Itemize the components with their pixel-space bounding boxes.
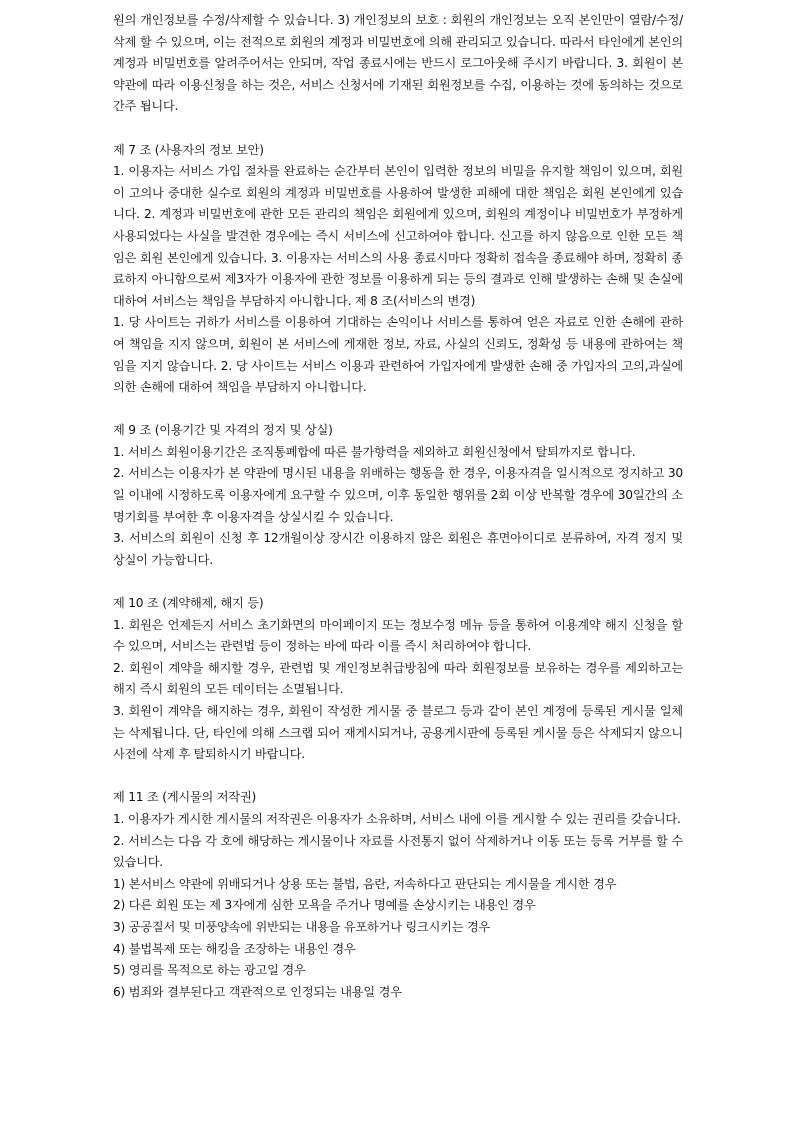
section-gap	[113, 118, 683, 140]
section-gap	[113, 571, 683, 593]
article-9-item: 3. 서비스의 회원이 신청 후 12개월이상 장시간 이용하지 않은 회원은 휴면아이디로 분류하여, 자격 정지 및 상실이 가능합니다.	[113, 531, 683, 567]
article-10-item: 3. 회원이 계약을 해지하는 경우, 회원이 작성한 게시물 중 블로그 등과 같이 본인 계정에 등록된 게시물 일체는 삭제됩니다. 단, 타인에 의해 스크랩 되어 재게시되거나, 공용게시판에 등록된 게시물 등은 삭제되지 않으니 사전에 삭제 후 탈퇴하시기 바랍니다.	[113, 704, 683, 762]
article-9-title: 제 9 조 (이용기간 및 자격의 정지 및 상실)	[113, 423, 333, 438]
article-11-item: 1. 이용자가 게시한 게시물의 저작권은 이용자가 소유하며, 서비스 내에 이를 게시할 수 있는 권리를 갖습니다.	[113, 811, 681, 826]
article-11-item: 2) 다른 회원 또는 제 3자에게 심한 모욕을 주거나 명예를 손상시키는 내용인 경우	[113, 898, 536, 913]
article-10-item: 1. 회원은 언제든지 서비스 초기화면의 마이페이지 또는 정보수정 메뉴 등을 통하여 이용계약 해지 신청을 할 수 있으며, 서비스는 관련법 등이 정하는 바에 따라 이를 즉시 처리하여야 합니다.	[113, 617, 683, 654]
article-10-item: 2. 회원이 계약을 해지할 경우, 관련법 및 개인정보취급방침에 따라 회원정보를 보유하는 경우를 제외하고는 해지 즉시 회원의 모든 데이터는 소멸됩니다.	[113, 660, 683, 697]
article-11-item: 1) 본서비스 약관에 위배되거나 상용 또는 불법, 음란, 저속하다고 판단되는 게시물을 게시한 경우	[113, 876, 617, 891]
section-gap	[113, 399, 683, 421]
article-9-item: 2. 서비스는 이용자가 본 약관에 명시된 내용을 위배하는 행동을 한 경우, 이용자격을 일시적으로 정지하고 30일 이내에 시정하도록 이용자에게 요구할 수 있으며, 이후 동일한 행위를 2회 이상 반복할 경우에 30일간의 소명기회를 부여한 후 이용자격을 상실시킬 수 있습니다.	[113, 466, 683, 524]
section-gap	[113, 766, 683, 788]
article-11-item: 3) 공공질서 및 미풍양속에 위반되는 내용을 유포하거나 링크시키는 경우	[113, 919, 491, 934]
article-11-item: 6) 범죄와 결부된다고 객관적으로 인정되는 내용일 경우	[113, 984, 402, 999]
article-11-title: 제 11 조 (게시물의 저작권)	[113, 790, 257, 805]
intro-paragraph: 원의 개인정보를 수정/삭제할 수 있습니다. 3) 개인정보의 보호 : 회원의 개인정보는 오직 본인만이 열람/수정/삭제 할 수 있으며, 이는 전적으로 회원의 계정과 비밀번호에 의해 관리되고 있습니다. 따라서 타인에게 본인의 계정과 비밀번호를 알려주어서는 안되며, 작업 종료시에는 반드시 로그아웃해 주시기 바랍니다. 3. 회원이 본 약관에 따라 이용신청을 하는 것은, 서비스 신청서에 기재된 회원정보를 수집, 이용하는 것에 동의하는 것으로 간주 됩니다.	[113, 13, 683, 114]
article-11-item: 5) 영리를 목적으로 하는 광고일 경우	[113, 963, 306, 978]
article-10-title: 제 10 조 (계약해제, 해지 등)	[113, 596, 264, 611]
article-9-item: 1. 서비스 회원이용기간은 조직통폐합에 따른 불가항력을 제외하고 회원신청에서 탈퇴까지로 합니다.	[113, 444, 636, 459]
article-8-body: 1. 당 사이트는 귀하가 서비스를 이용하여 기대하는 손익이나 서비스를 통하여 얻은 자료로 인한 손해에 관하여 책임을 지지 않으며, 회원이 본 서비스에 게재한 정보, 자료, 사실의 신뢰도, 정확성 등 내용에 관하여는 책임을 지지 않습니다. 2. 당 사이트는 서비스 이용과 관련하여 가입자에게 발생한 손해 중 가입자의 고의,과실에 의한 손해에 대하여 책임을 부담하지 아니합니다.	[113, 315, 683, 395]
article-7-body: 1. 이용자는 서비스 가입 절차를 완료하는 순간부터 본인이 입력한 정보의 비밀을 유지할 책임이 있으며, 회원이 고의나 중대한 실수로 회원의 계정과 비밀번호를 사용하여 발생한 피해에 대한 책임은 회원 본인에게 있습니다. 2. 계정과 비밀번호에 관한 모든 관리의 책임은 회원에게 있으며, 회원의 계정이나 비밀번호가 부정하게 사용되었다는 사실을 발견한 경우에는 즉시 서비스에 신고하여야 합니다. 신고를 하지 않음으로 인한 모든 책임은 회원 본인에게 있습니다. 3. 이용자는 서비스의 사용 종료시마다 정확히 접속을 종료해야 하며, 정확히 종료하지 아니함으로써 제3자가 이용자에 관한 정보를 이용하게 되는 등의 결과로 인해 발생하는 손해 및 손실에 대하여 서비스는 책임을 부담하지 아니합니다. 제 8 조(서비스의 변경)	[113, 164, 683, 308]
terms-document	[113, 10, 683, 1003]
article-11-item: 4) 불법복제 또는 해킹을 조장하는 내용인 경우	[113, 941, 356, 956]
article-7-title: 제 7 조 (사용자의 정보 보안)	[113, 142, 264, 157]
article-11-item: 2. 서비스는 다음 각 호에 해당하는 게시물이나 자료를 사전통지 없이 삭제하거나 이동 또는 등록 거부를 할 수 있습니다.	[113, 833, 683, 870]
